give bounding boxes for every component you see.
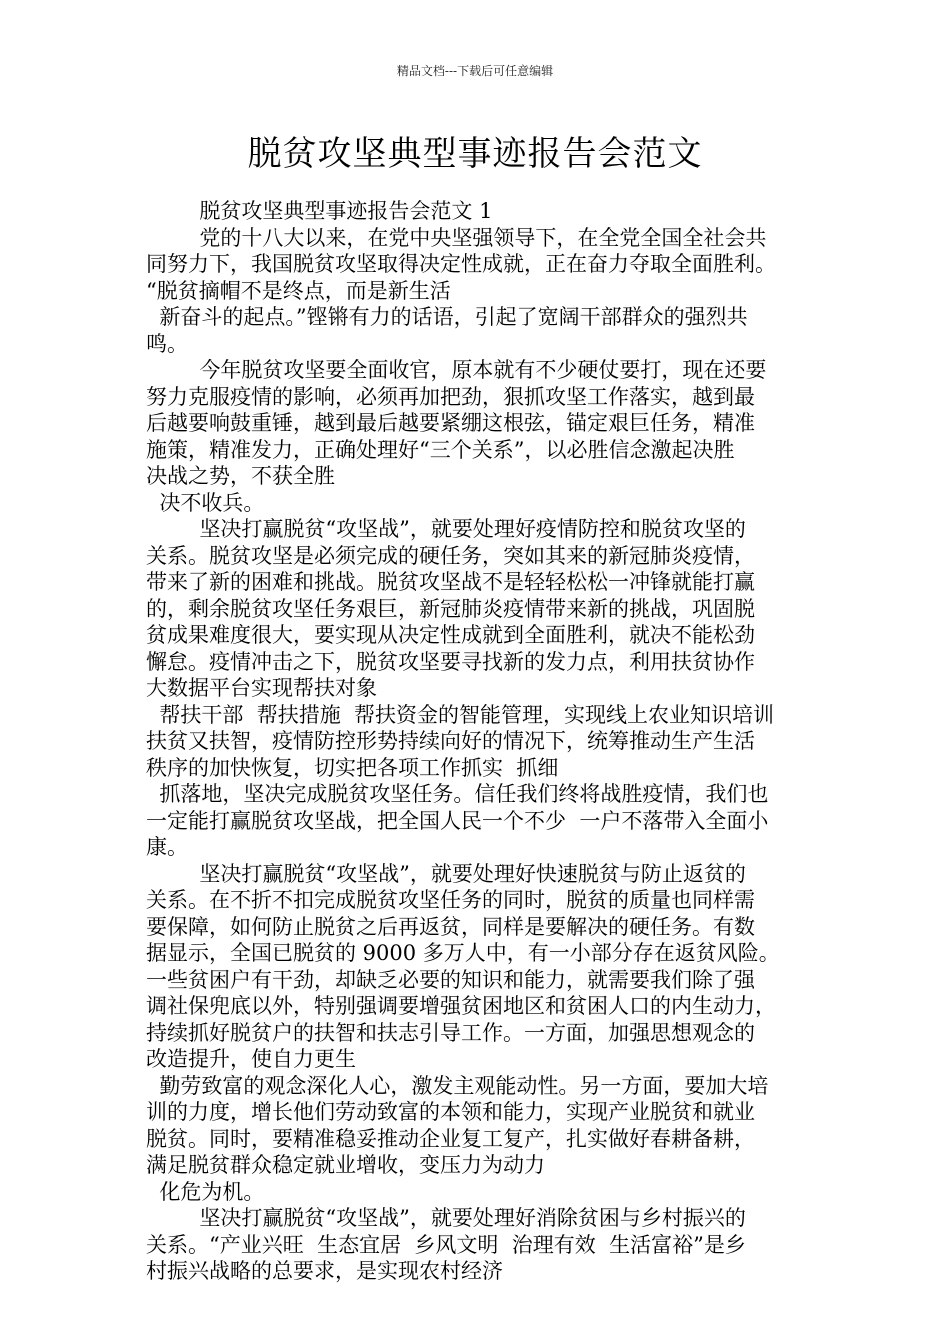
document-title: 脱贫攻坚典型事迹报告会范文 [247,134,703,174]
text-line: 贫成果难度很大，要实现从决定性成就到全面胜利，就决不能松劲 [146,623,755,647]
text-line: 决战之势，不获全胜 [146,464,335,488]
text-line: 调社保兜底以外，特别强调要增强贫困地区和贫困人口的内生动力， [146,994,776,1018]
text-line: 一些贫困户有干劲，却缺乏必要的知识和能力，就需要我们除了强 [146,967,755,992]
text-line: 后越要响鼓重锤，越到最后越要紧绷这根弦，锚定艰巨任务，精准 [146,411,755,435]
text-line: 努力克服疫情的影响，必须再加把劲，狠抓攻坚工作落实，越到最 [146,384,755,409]
text-line: 秩序的加快恢复，切实把各项工作抓实 抓细 [146,755,559,780]
text-line: 勤劳致富的观念深化人心，激发主观能动性。另一方面，要加大培 [146,1073,769,1098]
page-header: 精品文档---下载后可任意编辑 [396,64,554,78]
text-line: 扶贫又扶智，疫情防控形势持续向好的情况下，统筹推动生产生活 [146,729,755,753]
text-line: 村振兴战略的总要求，是实现农村经济 [146,1259,503,1283]
text-line: 化危为机。 [146,1179,265,1204]
text-line: 关系。在不折不扣完成脱贫攻坚任务的同时，脱贫的质量也同样需 [146,888,755,912]
text-line: 抓落地，坚决完成脱贫攻坚任务。信任我们终将战胜疫情，我们也 [146,782,769,806]
text-line: 新奋斗的起点。”铿锵有力的话语，引起了宽阔干部群众的强烈共 [146,305,748,329]
text-line: 带来了新的困难和挑战。脱贫攻坚战不是轻轻松松一冲锋就能打赢 [146,570,755,594]
text-line: 大数据平台实现帮扶对象 [146,676,377,700]
text-line: 鸣。 [146,331,188,356]
text-line: 满足脱贫群众稳定就业增收，变压力为动力 [146,1153,545,1177]
text-line: 坚决打赢脱贫“攻坚战”，就要处理好快速脱贫与防止返贫的 [146,861,746,886]
text-line: 懈怠。疫情冲击之下，脱贫攻坚要寻找新的发力点，利用扶贫协作 [146,649,755,674]
text-line: 关系。“产业兴旺 生态宜居 乡风文明 治理有效 生活富裕”是乡 [146,1232,746,1257]
text-line: 坚决打赢脱贫“攻坚战”，就要处理好消除贫困与乡村振兴的 [146,1206,746,1230]
text-line: 今年脱贫攻坚要全面收官，原本就有不少硬仗要打，现在还要 [146,358,767,382]
text-line: 党的十八大以来，在党中央坚强领导下，在全党全国全社会共 [146,225,767,250]
text-line: 脱贫攻坚典型事迹报告会范文 1 [146,199,493,223]
text-line: 持续抓好脱贫户的扶智和扶志引导工作。一方面，加强思想观念的 [146,1020,755,1045]
text-line: 改造提升，使自力更生 [146,1047,356,1071]
text-line: 帮扶干部 帮扶措施 帮扶资金的智能管理，实现线上农业知识培训 [146,702,775,727]
text-line: 脱贫。同时，要精准稳妥推动企业复工复产，扎实做好春耕备耕， [146,1126,755,1151]
text-line: 的，剩余脱贫攻坚任务艰巨，新冠肺炎疫情带来新的挑战，巩固脱 [146,596,755,621]
text-line: 关系。脱贫攻坚是必须完成的硬任务，突如其来的新冠肺炎疫情， [146,543,755,568]
text-line: 施策，精准发力，正确处理好“三个关系”，以必胜信念激起决胜 [146,437,735,462]
document-body [146,198,822,1285]
text-line: 训的力度，增长他们劳动致富的本领和能力，实现产业脱贫和就业 [146,1100,755,1124]
text-line: 康。 [146,835,188,859]
text-line: 决不收兵。 [146,490,265,515]
text-line: 据显示，全国已脱贫的 9000 多万人中，有一小部分存在返贫风险。 [146,941,780,965]
text-line: “脱贫摘帽不是终点，而是新生活 [146,278,451,303]
text-line: 要保障，如何防止脱贫之后再返贫，同样是要解决的硬任务。有数 [146,914,755,939]
text-line: 同努力下，我国脱贫攻坚取得决定性成就，正在奋力夺取全面胜利。 [146,252,776,276]
text-line: 一定能打赢脱贫攻坚战，把全国人民一个不少 一户不落带入全面小 [146,808,769,833]
text-line: 坚决打赢脱贫“攻坚战”，就要处理好疫情防控和脱贫攻坚的 [146,517,746,541]
